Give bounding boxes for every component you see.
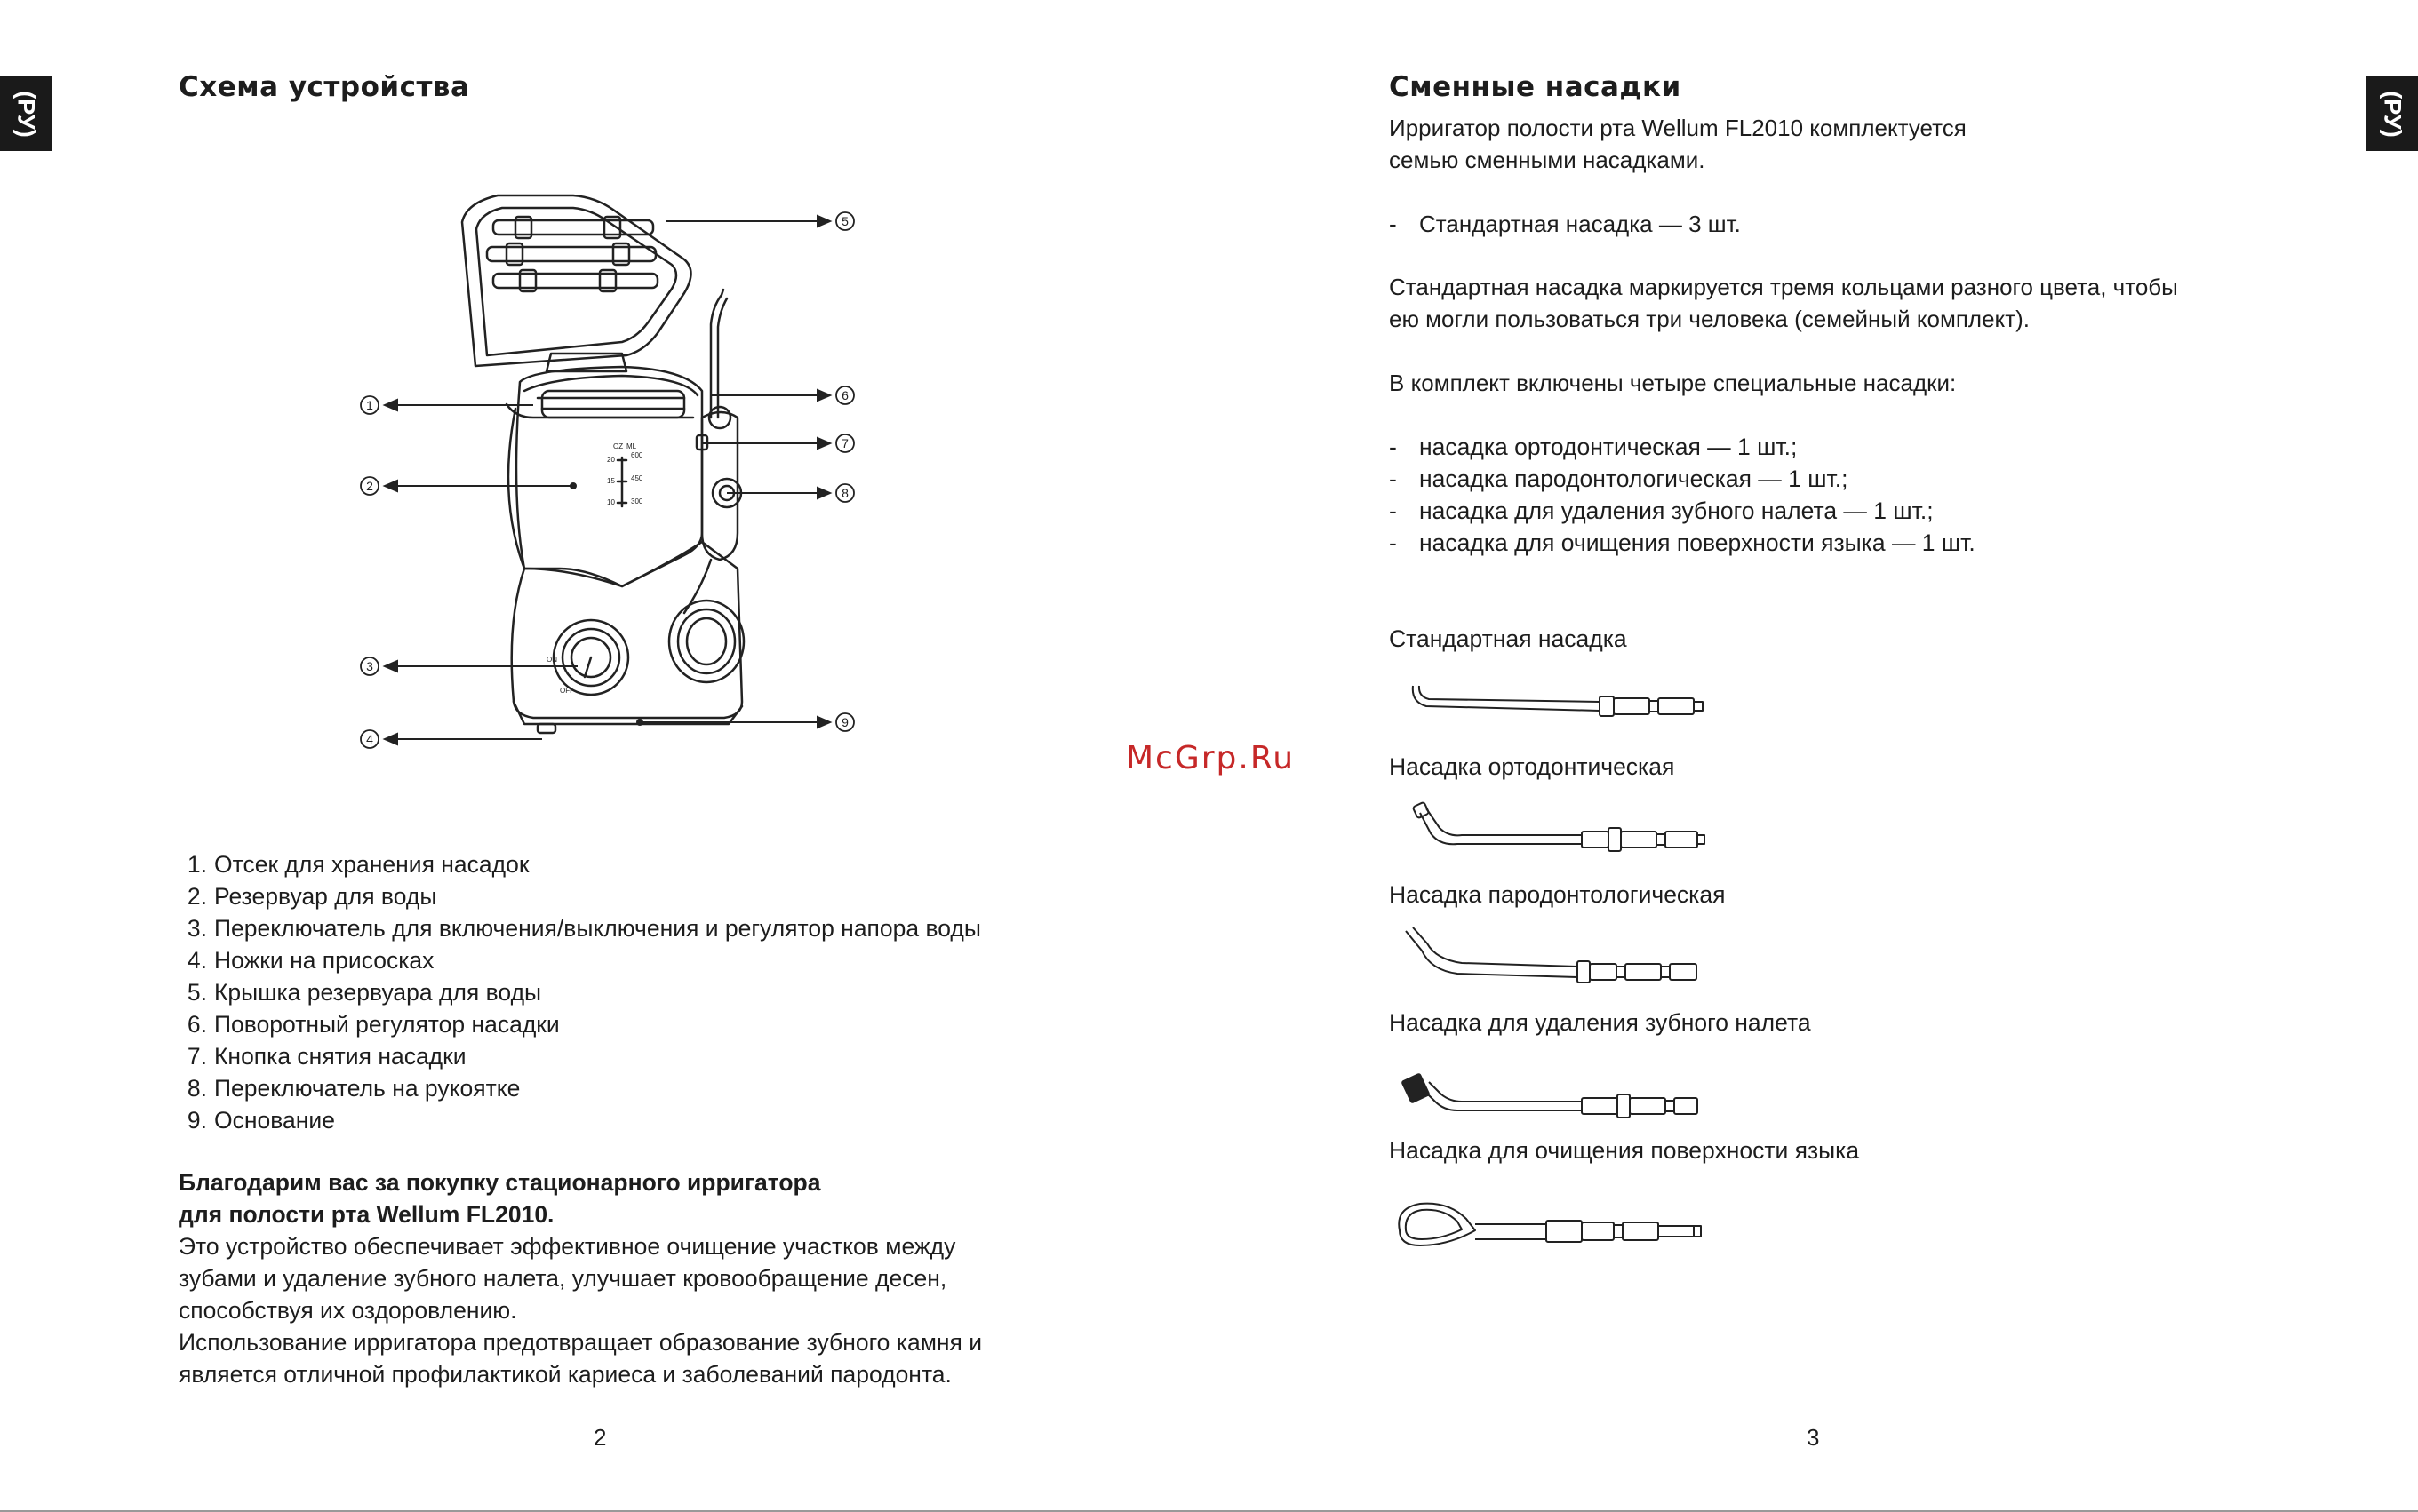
description-line: Использование ирригатора предотвращает образование зубного камня и [179, 1329, 983, 1356]
tongue-cleaner-nozzle-drawing [1399, 1204, 1701, 1245]
plaque-nozzle-drawing [1402, 1074, 1697, 1118]
callout-5: 5 [842, 214, 849, 228]
list-item: 5. Крышка резервуара для воды [187, 979, 542, 1006]
thanks-heading-line-2: для полости рта Wellum FL2010. [179, 1201, 555, 1228]
callout-1: 1 [366, 398, 373, 412]
orthodontic-nozzle-drawing [1413, 802, 1704, 851]
list-item: - насадка для очищения поверхности языка — 1 шт. [1389, 529, 1975, 556]
callout-6: 6 [842, 388, 849, 402]
scale-mark: 15 [607, 477, 615, 485]
callout-2: 2 [366, 479, 373, 493]
page-number-left: 2 [594, 1424, 607, 1451]
device-diagram-title: Схема устройства [179, 71, 470, 103]
language-tab-label: (РУ) [2379, 90, 2406, 138]
nozzle-caption-orthodontic: Насадка ортодонтическая [1389, 753, 1675, 780]
watermark: McGrp.Ru [1126, 740, 1296, 776]
thanks-heading-line-1: Благодарим вас за покупку стационарного ирригатора [179, 1169, 821, 1196]
nozzle-caption-periodontal: Насадка пародонтологическая [1389, 881, 1726, 908]
standard-nozzle-drawing [1413, 686, 1703, 716]
list-item: - насадка пародонтологическая — 1 шт.; [1389, 466, 1848, 492]
language-tab-label: (РУ) [12, 90, 40, 138]
dial-on-label: ON [547, 656, 557, 664]
standard-nozzle-description: Стандартная насадка маркируется тремя кольцами разного цвета, чтобы ею могли пользоваться три человека (семейный комплект). [1389, 274, 2178, 332]
callout-9: 9 [842, 715, 849, 729]
dial-off-label: OFF [560, 687, 574, 695]
list-item: 4. Ножки на присосках [187, 947, 435, 974]
callout-8: 8 [842, 486, 849, 500]
nozzle-caption-standard: Стандартная насадка [1389, 625, 1627, 652]
nozzle-caption-plaque: Насадка для удаления зубного налета [1389, 1009, 1811, 1036]
scale-mark: 450 [631, 474, 643, 482]
description-line: способствуя их оздоровлению. [179, 1297, 517, 1324]
scale-mark: 20 [607, 456, 615, 464]
scale-mark: 10 [607, 498, 615, 506]
scale-ml-label: ML [626, 442, 637, 450]
list-item: 3. Переключатель для включения/выключения и регулятор напора воды [187, 915, 981, 942]
list-item: 2. Резервуар для воды [187, 883, 437, 910]
description-line: зубами и удаление зубного налета, улучшает кровообращение десен, [179, 1265, 947, 1292]
scale-oz-label: OZ [613, 442, 624, 450]
nozzle-caption-tongue: Насадка для очищения поверхности языка [1389, 1137, 1860, 1164]
list-item: - насадка для удаления зубного налета — 1 шт.; [1389, 497, 1934, 524]
periodontal-nozzle-drawing [1406, 927, 1696, 983]
list-item: - насадка ортодонтическая — 1 шт.; [1389, 434, 1798, 460]
description-line: Это устройство обеспечивает эффективное очищение участков между [179, 1233, 956, 1260]
standard-nozzle-item: - Стандартная насадка — 3 шт. [1389, 211, 1741, 237]
special-nozzles-intro: В комплект включены четыре специальные насадки: [1389, 370, 1957, 396]
replacement-nozzles-title: Сменные насадки [1389, 71, 1681, 103]
scale-mark: 300 [631, 497, 643, 505]
page-number-right: 3 [1807, 1424, 1820, 1451]
description-line: является отличной профилактикой кариеса и заболеваний пародонта. [179, 1361, 952, 1388]
callout-3: 3 [366, 659, 373, 673]
callout-4: 4 [366, 732, 373, 746]
list-item: 1. Отсек для хранения насадок [187, 851, 530, 878]
intro-line: Ирригатор полости рта Wellum FL2010 комплектуется [1389, 115, 1967, 141]
list-item: 6. Поворотный регулятор насадки [187, 1011, 560, 1038]
list-item: 9. Основание [187, 1107, 335, 1134]
callout-7: 7 [842, 436, 849, 450]
list-item: 8. Переключатель на рукоятке [187, 1075, 521, 1102]
intro-line: семью сменными насадками. [1389, 147, 1705, 173]
list-item: 7. Кнопка снятия насадки [187, 1043, 467, 1070]
scale-mark: 600 [631, 451, 643, 459]
